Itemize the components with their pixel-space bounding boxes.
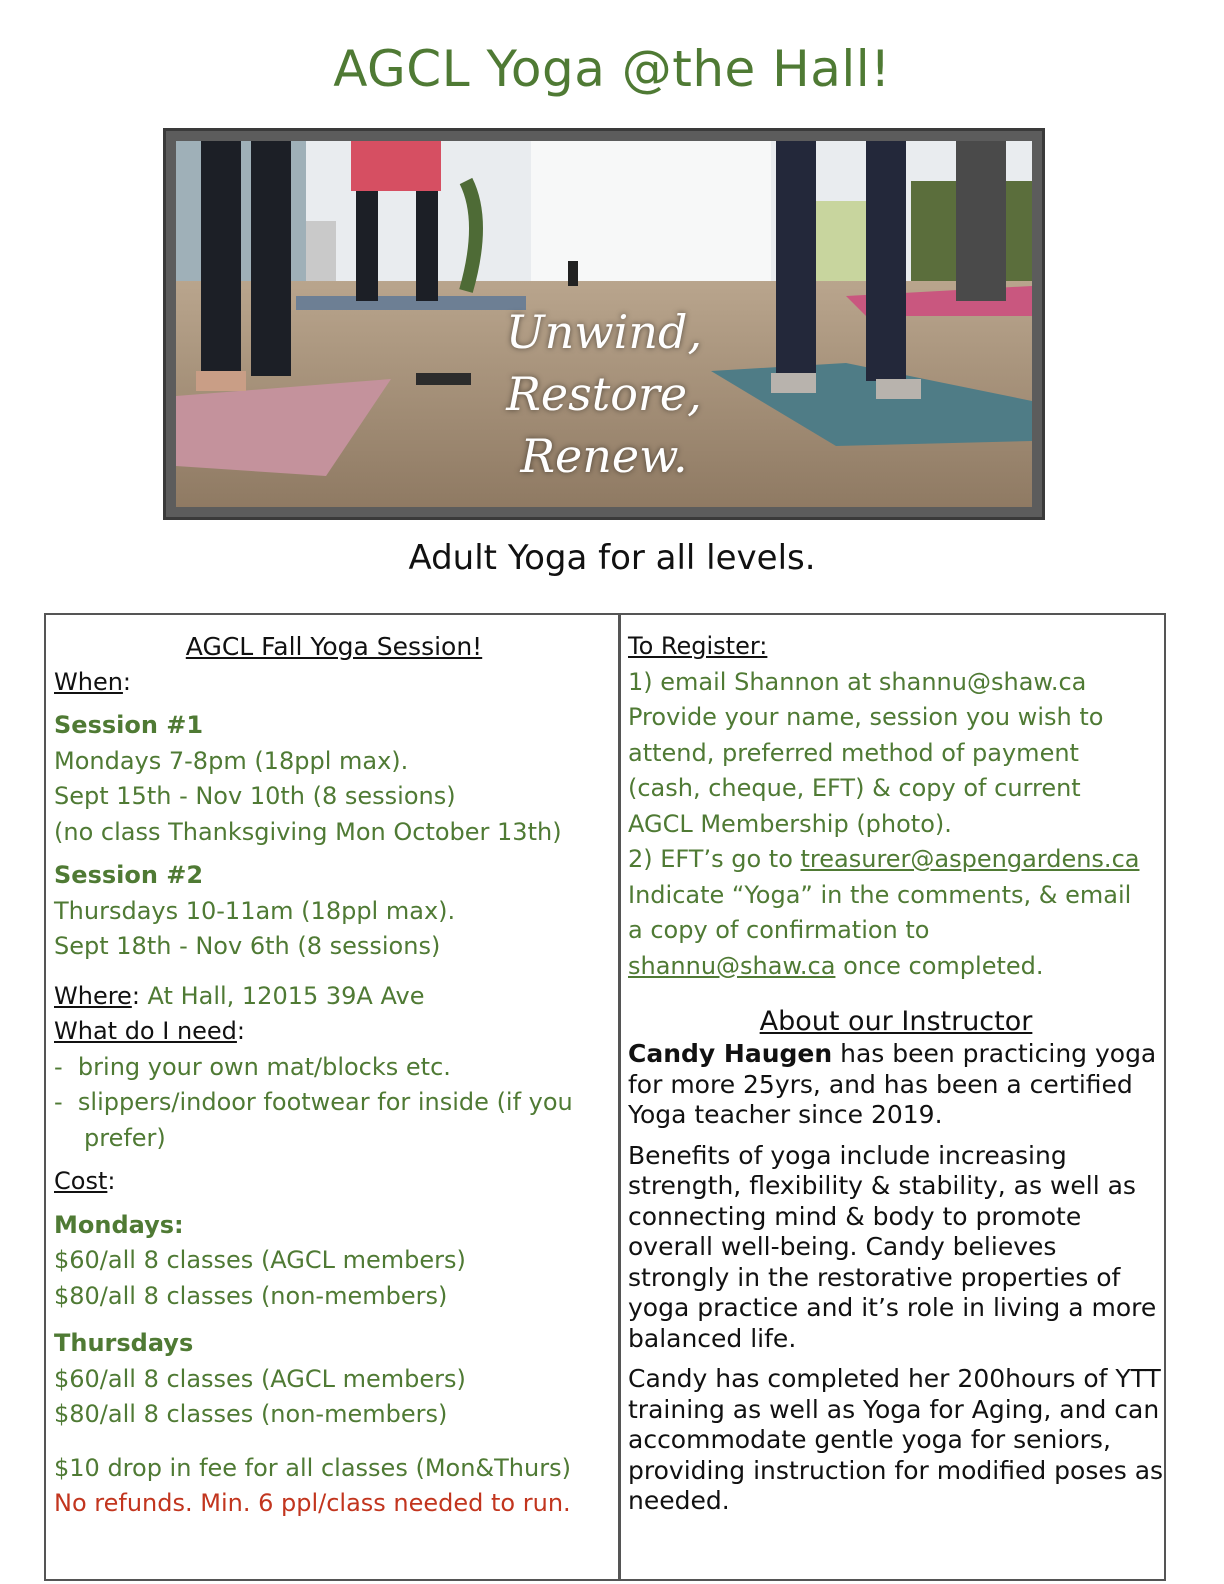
about-paragraph: Candy has completed her 200hours of YTT training as well as Yoga for Aging, and can accommodate gentle yoga for seniors, providing instruction for modified poses as needed. [628,1364,1164,1515]
mondays-price: $80/all 8 classes (non-members) [54,1281,448,1310]
step-2-line: Indicate “Yoga” in the comments, & email [628,880,1132,909]
session-1-line: (no class Thanksgiving Mon October 13th) [54,817,562,846]
info-table [44,613,1166,1581]
session-2-line: Thursdays 10-11am (18ppl max). [54,896,456,925]
where-label: Where [54,981,132,1010]
session-heading: AGCL Fall Yoga Session! [185,632,483,661]
caption-line: Renew. [520,429,688,483]
register-column [628,629,1164,1527]
session-2-line: Sept 18th - Nov 6th (8 sessions) [54,932,441,960]
email-link[interactable]: shannu@shaw.ca [628,951,836,980]
session-1-line: Mondays 7-8pm (18ppl max). [54,746,409,775]
session-details-column: AGCL Fall Yoga Session! When: Session #1 Mondays 7-8pm (18ppl max). Sept 15th - Nov 10th (8 sessions) (no class Thanksgiving Mon October 13th) Session #2 Thursdays 10-11am (18ppl max). Sept 18th - Nov 6th (8 sessions) Where: At Hall, 12015 39A Ave What do I need: - bring your own mat/blocks etc. - slippers/indoor footwear for inside (if you prefer) Cost: Mondays: $60/all 8 classes (AGCL members) $80/all 8 classes (non-members) Thursdays $60/all 8 classes (AGCL members) $80/all 8 classes (non-members) $10 drop in fee for all classes (Mon&Thurs) No refunds. Min. 6 ppl/class needed to run. [54,629,614,1522]
photo-caption [176,301,1032,487]
register-label: To Register: [628,632,768,660]
treasurer-email-link[interactable]: treasurer@aspengardens.ca [800,845,1140,873]
mondays-title: Mondays: [54,1210,184,1239]
session-2-title: Session #2 [54,861,204,889]
need-label: What do I need [54,1017,237,1045]
about-instructor [628,1006,1164,1517]
instructor-name: Candy Haugen [628,1039,833,1068]
column-divider [618,615,621,1579]
about-paragraph: Benefits of yoga include increasing strength, flexibility & stability, as well as connecting mind & body to promote overall well-being. Candy believes strongly in the restorative properties of yoga practice and it’s role in living a more balanced life. [628,1140,1157,1353]
step-1-line: AGCL Membership (photo). [628,809,952,838]
need-item: - bring your own mat/blocks etc. [54,1052,451,1081]
step-1-line: Provide your name, session you wish to [628,703,1104,731]
when-label: When [54,667,123,696]
no-refunds-note: No refunds. Min. 6 ppl/class needed to run. [54,1489,571,1517]
step-1-line: attend, preferred method of payment [628,738,1079,767]
page-title: AGCL Yoga @the Hall! [333,40,891,98]
about-heading: About our Instructor [759,1006,1033,1037]
thursdays-price: $80/all 8 classes (non-members) [54,1400,448,1428]
email-link[interactable]: shannu@shaw.ca [878,667,1087,696]
where-value: At Hall, 12015 39A Ave [147,981,425,1010]
yoga-class-photo [176,141,1032,507]
cost-label: Cost [54,1167,108,1195]
step-2-line: a copy of confirmation to [628,916,930,944]
step-1-line: (cash, cheque, EFT) & copy of current [628,774,1081,802]
mondays-price: $60/all 8 classes (AGCL members) [54,1246,466,1274]
session-1-line: Sept 15th - Nov 10th (8 sessions) [54,782,456,810]
yoga-photo-frame [163,128,1045,520]
thursdays-price: $60/all 8 classes (AGCL members) [54,1364,466,1393]
subtitle: Adult Yoga for all levels. [408,538,816,578]
session-1-title: Session #1 [54,711,204,739]
step-1-text: 1) email Shannon at [628,667,879,696]
thursdays-title: Thursdays [54,1329,194,1357]
caption-line: Unwind, [505,305,703,359]
step-2-text: 2) EFT’s go to [628,845,801,873]
caption-line: Restore, [506,367,702,421]
need-item: - slippers/indoor footwear for inside (if you prefer) [54,1088,573,1152]
step-2-suffix: once completed. [835,951,1044,980]
drop-in-fee: $10 drop in fee for all classes (Mon&Thurs) [54,1453,571,1482]
about-paragraph: Candy Haugen has been practicing yoga for more 25yrs, and has been a certified Yoga teacher since 2019. [628,1039,1157,1129]
